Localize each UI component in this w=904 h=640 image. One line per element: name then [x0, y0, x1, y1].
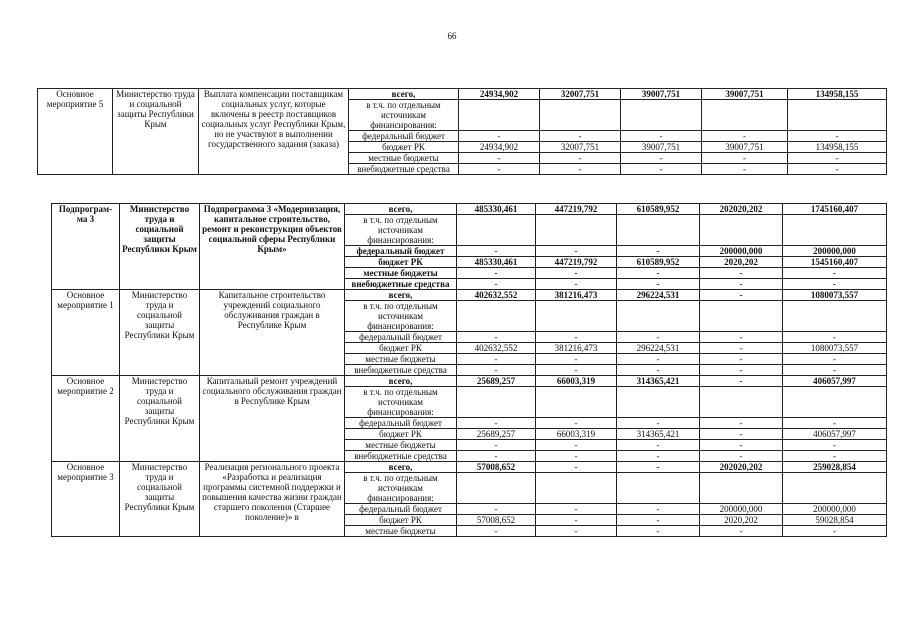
amount-cell: - — [459, 164, 540, 175]
executor-cell: Министерство труда и социальной защиты Республики Крым — [113, 89, 199, 175]
amount-cell: 39007,751 — [702, 89, 788, 100]
amount-cell: - — [617, 332, 700, 343]
budget-table-upper — [37, 88, 887, 175]
amount-cell: 57008,652 — [457, 515, 536, 526]
funding-source: бюджет РК — [345, 257, 457, 268]
amount-cell: - — [536, 279, 617, 290]
funding-source: внебюджетные средства — [345, 279, 457, 290]
amount-cell — [457, 387, 536, 418]
funding-source: федеральный бюджет — [345, 418, 457, 429]
amount-cell: - — [700, 290, 783, 301]
amount-cell: - — [617, 526, 700, 537]
amount-cell: - — [788, 131, 887, 142]
amount-cell — [540, 100, 621, 131]
amount-cell — [457, 215, 536, 246]
amount-cell: - — [536, 354, 617, 365]
amount-cell: - — [617, 515, 700, 526]
amount-cell: - — [457, 451, 536, 462]
funding-source: в т.ч. по отдельным источникам финансирования: — [345, 215, 457, 246]
amount-cell: - — [540, 131, 621, 142]
amount-cell — [621, 100, 702, 131]
amount-cell: - — [617, 504, 700, 515]
amount-cell: 200000,000 — [700, 246, 783, 257]
amount-cell: 296224,531 — [617, 343, 700, 354]
funding-source: внебюджетные средства — [345, 365, 457, 376]
activity-label: Основное мероприятие 2 — [52, 376, 120, 462]
amount-cell — [536, 215, 617, 246]
amount-cell — [617, 215, 700, 246]
amount-cell: 134958,155 — [788, 89, 887, 100]
amount-cell — [457, 473, 536, 504]
amount-cell: - — [536, 332, 617, 343]
amount-cell: - — [459, 153, 540, 164]
amount-cell — [700, 301, 783, 332]
amount-cell: - — [700, 332, 783, 343]
amount-cell: - — [700, 376, 783, 387]
amount-cell: 406057,997 — [783, 429, 887, 440]
funding-source: всего, — [345, 376, 457, 387]
amount-cell: 39007,751 — [621, 89, 702, 100]
amount-cell: - — [700, 526, 783, 537]
amount-cell: - — [536, 451, 617, 462]
amount-cell: 200000,000 — [700, 504, 783, 515]
amount-cell: - — [783, 418, 887, 429]
amount-cell: - — [457, 268, 536, 279]
amount-cell — [536, 301, 617, 332]
amount-cell: - — [457, 365, 536, 376]
executor-cell: Министерство труда и социальной защиты Республики Крым — [120, 204, 200, 290]
amount-cell: 314365,421 — [617, 429, 700, 440]
amount-cell: 259028,854 — [783, 462, 887, 473]
amount-cell: - — [617, 279, 700, 290]
funding-source: бюджет РК — [345, 343, 457, 354]
amount-cell: - — [536, 268, 617, 279]
amount-cell: - — [617, 440, 700, 451]
amount-cell: - — [783, 279, 887, 290]
funding-source: федеральный бюджет — [349, 131, 459, 142]
amount-cell: - — [536, 365, 617, 376]
activity-label: Подпрограм-ма 3 — [52, 204, 120, 290]
funding-source: бюджет РК — [345, 515, 457, 526]
amount-cell: 1080073,557 — [783, 290, 887, 301]
funding-source: федеральный бюджет — [345, 332, 457, 343]
amount-cell: 66003,319 — [536, 376, 617, 387]
amount-cell: 381216,473 — [536, 290, 617, 301]
funding-source: федеральный бюджет — [345, 504, 457, 515]
amount-cell: - — [617, 246, 700, 257]
table-row — [52, 376, 887, 387]
amount-cell: 296224,531 — [617, 290, 700, 301]
amount-cell: - — [617, 418, 700, 429]
amount-cell: 1080073,557 — [783, 343, 887, 354]
amount-cell: - — [700, 343, 783, 354]
amount-cell — [459, 100, 540, 131]
amount-cell: 202020,202 — [700, 204, 783, 215]
amount-cell — [702, 100, 788, 131]
amount-cell: - — [536, 440, 617, 451]
amount-cell: - — [783, 440, 887, 451]
amount-cell: 66003,319 — [536, 429, 617, 440]
amount-cell: 406057,997 — [783, 376, 887, 387]
amount-cell: 25689,257 — [457, 429, 536, 440]
amount-cell: - — [788, 164, 887, 175]
amount-cell — [700, 215, 783, 246]
amount-cell: - — [457, 418, 536, 429]
amount-cell: 202020,202 — [700, 462, 783, 473]
amount-cell: - — [459, 131, 540, 142]
amount-cell: - — [788, 153, 887, 164]
amount-cell: - — [700, 279, 783, 290]
amount-cell — [700, 473, 783, 504]
funding-source: местные бюджеты — [345, 526, 457, 537]
amount-cell: 200000,000 — [783, 246, 887, 257]
amount-cell: - — [783, 365, 887, 376]
funding-source: всего, — [349, 89, 459, 100]
funding-source: местные бюджеты — [345, 354, 457, 365]
amount-cell: - — [700, 451, 783, 462]
amount-cell: - — [457, 332, 536, 343]
amount-cell — [457, 301, 536, 332]
funding-source: всего, — [345, 204, 457, 215]
amount-cell: - — [700, 429, 783, 440]
amount-cell: - — [457, 526, 536, 537]
amount-cell: - — [617, 268, 700, 279]
activity-description: Капитальное строительство учреждений социального обслуживания граждан в Республике Крым — [200, 290, 345, 376]
activity-description: Выплата компенсации поставщикам социальных услуг, которые включены в реестр поставщиков социальных услуг Республики Крым, но не участвуют в выполнении государственного задания (заказа) — [199, 89, 349, 175]
amount-cell — [617, 473, 700, 504]
funding-source: в т.ч. по отдельным источникам финансирования: — [349, 100, 459, 131]
amount-cell: 134958,155 — [788, 142, 887, 153]
amount-cell: - — [540, 153, 621, 164]
amount-cell: - — [457, 354, 536, 365]
amount-cell: - — [457, 504, 536, 515]
activity-description: Подпрограмма 3 «Модернизация, капитальное строительство, ремонт и реконструкция объектов социальной сферы Республики Крым» — [200, 204, 345, 290]
amount-cell: - — [702, 153, 788, 164]
activity-label: Основное мероприятие 3 — [52, 462, 120, 537]
amount-cell — [788, 100, 887, 131]
amount-cell: 1545160,407 — [783, 257, 887, 268]
funding-source: бюджет РК — [345, 429, 457, 440]
funding-source: всего, — [345, 290, 457, 301]
amount-cell: 2020,202 — [700, 515, 783, 526]
funding-source: всего, — [345, 462, 457, 473]
funding-source: внебюджетные средства — [349, 164, 459, 175]
amount-cell: - — [621, 153, 702, 164]
amount-cell: 1745160,407 — [783, 204, 887, 215]
activity-label: Основное мероприятие 1 — [52, 290, 120, 376]
amount-cell: - — [621, 164, 702, 175]
amount-cell: 24934,902 — [459, 89, 540, 100]
amount-cell: - — [536, 418, 617, 429]
funding-source: в т.ч. по отдельным источникам финансирования: — [345, 387, 457, 418]
funding-source: бюджет РК — [349, 142, 459, 153]
amount-cell: - — [617, 451, 700, 462]
amount-cell — [617, 387, 700, 418]
amount-cell: - — [617, 365, 700, 376]
amount-cell: - — [783, 354, 887, 365]
amount-cell: - — [700, 440, 783, 451]
table-row — [52, 204, 887, 215]
funding-source: в т.ч. по отдельным источникам финансирования: — [345, 301, 457, 332]
amount-cell: 402632,552 — [457, 290, 536, 301]
amount-cell: 485330,461 — [457, 257, 536, 268]
funding-source: федеральный бюджет — [345, 246, 457, 257]
amount-cell: 59028,854 — [783, 515, 887, 526]
amount-cell — [783, 215, 887, 246]
amount-cell: - — [536, 515, 617, 526]
amount-cell — [783, 301, 887, 332]
amount-cell: 447219,792 — [536, 257, 617, 268]
amount-cell: 610589,952 — [617, 257, 700, 268]
amount-cell: - — [617, 354, 700, 365]
amount-cell: 402632,552 — [457, 343, 536, 354]
executor-cell: Министерство труда и социальной защиты Республики Крым — [120, 376, 200, 462]
activity-label: Основное мероприятие 5 — [38, 89, 113, 175]
funding-source: местные бюджеты — [345, 268, 457, 279]
funding-source: внебюджетные средства — [345, 451, 457, 462]
amount-cell: 57008,652 — [457, 462, 536, 473]
amount-cell: 24934,902 — [459, 142, 540, 153]
amount-cell: 39007,751 — [621, 142, 702, 153]
table-row — [52, 290, 887, 301]
amount-cell — [783, 387, 887, 418]
amount-cell — [536, 387, 617, 418]
amount-cell: - — [536, 462, 617, 473]
amount-cell: - — [702, 164, 788, 175]
activity-description: Реализация регионального проекта «Разработка и реализация программы системной поддержки и повышения качества жизни граждан старшего поколения (Старшее поколение)» в — [200, 462, 345, 537]
amount-cell: - — [700, 365, 783, 376]
executor-cell: Министерство труда и социальной защиты Республики Крым — [120, 462, 200, 537]
amount-cell: - — [700, 354, 783, 365]
amount-cell: - — [702, 131, 788, 142]
amount-cell: - — [783, 332, 887, 343]
amount-cell: - — [457, 440, 536, 451]
amount-cell: 39007,751 — [702, 142, 788, 153]
funding-source: местные бюджеты — [349, 153, 459, 164]
amount-cell: 2020,202 — [700, 257, 783, 268]
amount-cell — [783, 473, 887, 504]
funding-source: в т.ч. по отдельным источникам финансирования: — [345, 473, 457, 504]
amount-cell: 32007,751 — [540, 89, 621, 100]
amount-cell: - — [700, 268, 783, 279]
table-row — [38, 89, 887, 100]
page-number: 66 — [447, 31, 457, 41]
amount-cell: 25689,257 — [457, 376, 536, 387]
amount-cell: - — [621, 131, 702, 142]
table-row — [52, 462, 887, 473]
budget-table-lower — [51, 203, 887, 537]
amount-cell: 485330,461 — [457, 204, 536, 215]
amount-cell: - — [540, 164, 621, 175]
amount-cell: 610589,952 — [617, 204, 700, 215]
amount-cell: - — [700, 418, 783, 429]
amount-cell: 447219,792 — [536, 204, 617, 215]
amount-cell: 381216,473 — [536, 343, 617, 354]
amount-cell: - — [617, 462, 700, 473]
amount-cell: - — [783, 526, 887, 537]
funding-source: местные бюджеты — [345, 440, 457, 451]
amount-cell: - — [536, 504, 617, 515]
amount-cell: - — [783, 451, 887, 462]
amount-cell: - — [457, 246, 536, 257]
amount-cell: - — [536, 246, 617, 257]
amount-cell — [617, 301, 700, 332]
amount-cell: - — [536, 526, 617, 537]
executor-cell: Министерство труда и социальной защиты Республики Крым — [120, 290, 200, 376]
amount-cell — [536, 473, 617, 504]
amount-cell: 200000,000 — [783, 504, 887, 515]
amount-cell: 314365,421 — [617, 376, 700, 387]
amount-cell: - — [457, 279, 536, 290]
amount-cell: 32007,751 — [540, 142, 621, 153]
activity-description: Капитальный ремонт учреждений социального обслуживания граждан в Республике Крым — [200, 376, 345, 462]
amount-cell — [700, 387, 783, 418]
amount-cell: - — [783, 268, 887, 279]
